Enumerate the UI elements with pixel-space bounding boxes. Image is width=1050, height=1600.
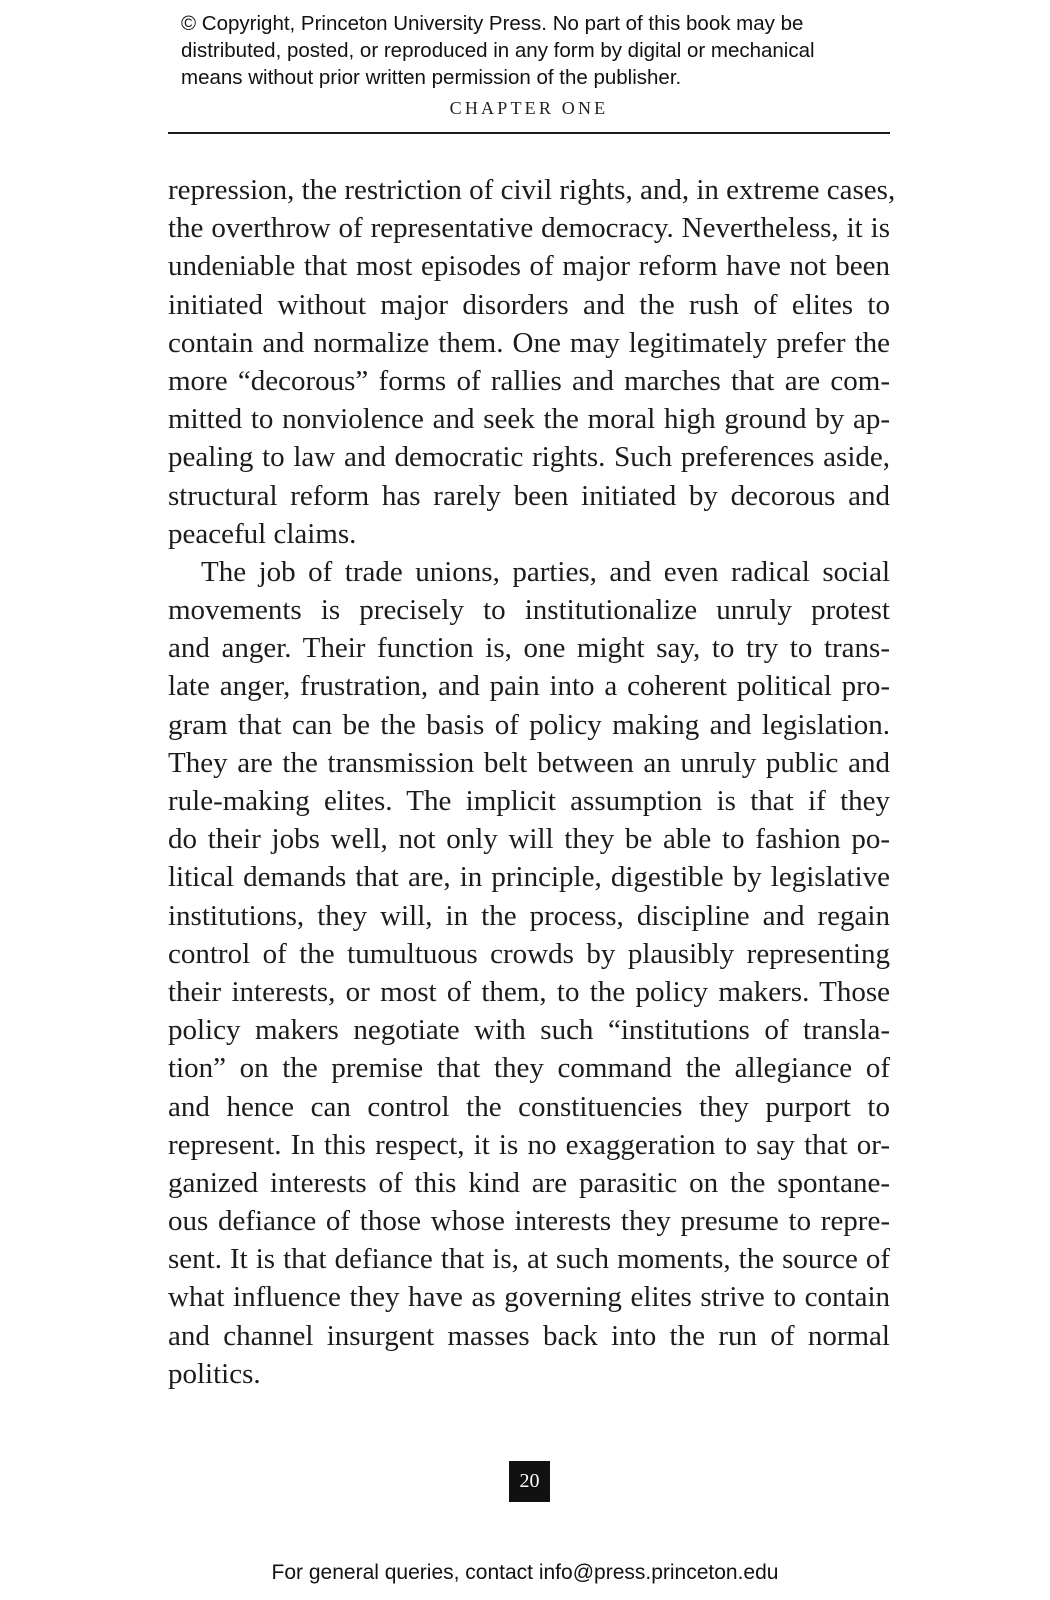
text-line: ganized interests of this kind are parasitic on the spontane- [168,1166,890,1199]
text-line: gram that can be the basis of policy making and legislation. [168,708,890,741]
text-line: politics. [168,1357,261,1390]
text-line: more “decorous” forms of rallies and marches that are com- [168,364,890,397]
text-line: and anger. Their function is, one might say, to try to trans- [168,632,890,665]
copyright-notice [181,10,901,91]
text-line: control of the tumultuous crowds by plausibly representing [168,937,890,970]
text-line: late anger, frustration, and pain into a coherent political pro- [168,670,890,703]
copyright-line: distributed, posted, or reproduced in any form by digital or mechanical [181,39,815,62]
text-line: rule-making elites. The implicit assumption is that if they [168,785,890,817]
text-line: movements is precisely to institutionalize unruly protest [168,594,890,627]
text-line: their interests, or most of them, to the policy makers. Those [168,975,890,1008]
text-line: pealing to law and democratic rights. Such preferences aside, [168,441,890,474]
footer-contact: For general queries, contact info@press.princeton.edu [271,1561,779,1584]
text-line: and hence can control the constituencies they purport to [168,1090,890,1123]
text-line: institutions, they will, in the process, discipline and regain [168,899,890,932]
body-text [168,171,896,1393]
text-line: They are the transmission belt between an unruly public and [168,746,890,779]
page-number: 20 [509,1461,550,1502]
text-line: sent. It is that defiance that is, at such moments, the source of [168,1243,890,1276]
text-line: litical demands that are, in principle, digestible by legislative [168,861,890,894]
text-line: ous defiance of those whose interests they presume to repre- [168,1205,890,1238]
paragraph-1 [168,171,896,553]
header-rule-divider [168,132,890,134]
text-line: repression, the restriction of civil rights, and, in extreme cases, [168,174,896,206]
text-line: initiated without major disorders and the rush of elites to [168,288,890,321]
text-line: do their jobs well, not only will they be able to fashion po- [168,823,890,856]
text-line: represent. In this respect, it is no exaggeration to say that or- [168,1128,890,1161]
copyright-line: means without prior written permission of the publisher. [181,66,682,89]
text-line: tion” on the premise that they command the allegiance of [168,1052,890,1085]
text-line: contain and normalize them. One may legitimately prefer the [168,326,890,359]
paragraph-2 [168,553,890,1393]
text-line: and channel insurgent masses back into the run of normal [168,1319,890,1352]
text-line: policy makers negotiate with such “institutions of transla- [168,1014,890,1047]
text-line: the overthrow of representative democracy. Nevertheless, it is [168,212,890,245]
copyright-line: © Copyright, Princeton University Press. No part of this book may be [181,12,804,35]
text-line: structural reform has rarely been initiated by decorous and [168,479,890,512]
text-line: peaceful claims. [168,517,357,550]
text-line: undeniable that most episodes of major reform have not been [168,250,890,283]
text-line: what influence they have as governing elites strive to contain [168,1281,890,1314]
text-line: mitted to nonviolence and seek the moral high ground by ap- [168,403,890,436]
text-line: The job of trade unions, parties, and even radical social [201,555,890,588]
running-head: CHAPTER ONE [449,98,609,118]
